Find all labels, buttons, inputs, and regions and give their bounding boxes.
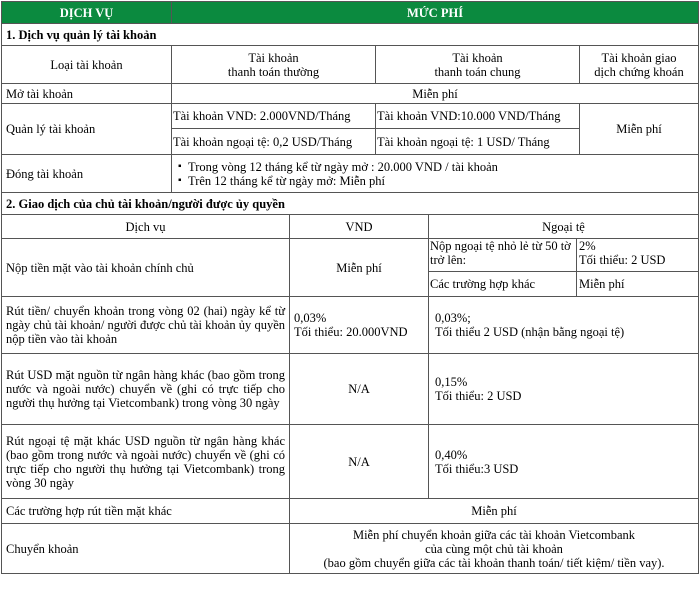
section-1-title: 1. Dịch vụ quản lý tài khoản	[2, 24, 699, 46]
manage-normal-fx: Tài khoản ngoại tệ: 0,2 USD/Tháng	[172, 129, 376, 155]
fee-table-section-1	[1, 1, 699, 215]
deposit-fx-case-2: Các trường hợp khác	[429, 272, 577, 297]
account-type-row	[2, 46, 699, 84]
deposit-fx-case-1: Nộp ngoại tệ nhỏ lẻ từ 50 tờ trở lên:	[429, 239, 577, 272]
close-account-row	[2, 155, 699, 193]
open-account-fee: Miễn phí	[172, 84, 699, 104]
usd-withdraw-row	[2, 354, 699, 425]
section-2-header-row	[2, 215, 699, 239]
header-service: DỊCH VỤ	[2, 2, 172, 24]
deposit-label: Nộp tiền mặt vào tài khoản chính chủ	[2, 239, 290, 297]
withdraw-vnd-fee: 0,03% Tối thiểu: 20.000VND	[290, 297, 429, 354]
other-cash-row	[2, 499, 699, 524]
usd-withdraw-fx-fee: 0,15% Tối thiểu: 2 USD	[429, 354, 699, 425]
transfer-label: Chuyển khoản	[2, 524, 290, 574]
deposit-row-1	[2, 239, 699, 272]
other-fx-withdraw-vnd-fee: N/A	[290, 425, 429, 499]
manage-joint-fx: Tài khoản ngoại tệ: 1 USD/ Tháng	[376, 129, 580, 155]
col-fx: Ngoại tệ	[429, 215, 699, 239]
manage-account-label: Quản lý tài khoản	[2, 104, 172, 155]
close-account-fee	[172, 155, 699, 193]
manage-normal-vnd: Tài khoản VND: 2.000VND/Tháng	[172, 104, 376, 129]
fee-schedule	[1, 1, 698, 574]
other-fx-withdraw-fx-fee: 0,40% Tối thiểu:3 USD	[429, 425, 699, 499]
other-fx-withdraw-label: Rút ngoại tệ mặt khác USD nguồn từ ngân hàng khác (bao gồm trong nước và ngoài nước) chuyển về (ghi có trực tiếp cho người thụ hưởng tại Vietcombank) trong vòng 30 ngày	[2, 425, 290, 499]
withdraw-row	[2, 297, 699, 354]
transfer-row	[2, 524, 699, 574]
usd-withdraw-vnd-fee: N/A	[290, 354, 429, 425]
fee-table-section-2	[1, 214, 699, 574]
other-cash-label: Các trường hợp rút tiền mặt khác	[2, 499, 290, 524]
section-1-title-row	[2, 24, 699, 46]
col-service: Dịch vụ	[2, 215, 290, 239]
account-type-joint: Tài khoản thanh toán chung	[376, 46, 580, 84]
section-2-title: 2. Giao dịch của chủ tài khoản/người được ủy quyền	[2, 193, 699, 215]
usd-withdraw-label: Rút USD mặt nguồn từ ngân hàng khác (bao gồm trong nước và ngoài nước) chuyển về (ghi có trực tiếp cho người thụ hưởng tại Vietcombank) trong vòng 30 ngày	[2, 354, 290, 425]
transfer-fee: Miễn phí chuyển khoản giữa các tài khoản Vietcombank của cùng một chủ tài khoản (bao gồm chuyển giữa các tài khoản thanh toán/ tiết kiệm/ tiền vay).	[290, 524, 699, 574]
open-account-label: Mở tài khoản	[2, 84, 172, 104]
account-type-label: Loại tài khoản	[2, 46, 172, 84]
manage-account-row-1	[2, 104, 699, 129]
manage-joint-vnd: Tài khoản VND:10.000 VND/Tháng	[376, 104, 580, 129]
account-type-normal: Tài khoản thanh toán thường	[172, 46, 376, 84]
deposit-fx-case-2-fee: Miễn phí	[577, 272, 699, 297]
deposit-vnd-fee: Miễn phí	[290, 239, 429, 297]
account-type-securities: Tài khoản giao dịch chứng khoán	[580, 46, 699, 84]
manage-securities-fee: Miễn phí	[580, 104, 699, 155]
close-fee-item: ▪ Trên 12 tháng kể từ ngày mở: Miễn phí	[188, 174, 694, 188]
other-cash-fee: Miễn phí	[290, 499, 699, 524]
open-account-row	[2, 84, 699, 104]
close-account-label: Đóng tài khoản	[2, 155, 172, 193]
col-vnd: VND	[290, 215, 429, 239]
other-fx-withdraw-row	[2, 425, 699, 499]
withdraw-label: Rút tiền/ chuyển khoản trong vòng 02 (hai) ngày kể từ ngày chủ tài khoản/ người được chủ tài khoản ủy quyền nộp tiền vào tài khoản	[2, 297, 290, 354]
withdraw-fx-fee: 0,03%; Tối thiểu 2 USD (nhận bằng ngoại tệ)	[429, 297, 699, 354]
table-header-row	[2, 2, 699, 24]
deposit-fx-case-1-fee: 2% Tối thiểu: 2 USD	[577, 239, 699, 272]
close-fee-item: ▪ Trong vòng 12 tháng kể từ ngày mở : 20.000 VND / tài khoản	[188, 160, 694, 174]
header-fee: MỨC PHÍ	[172, 2, 699, 24]
section-2-title-row	[2, 193, 699, 215]
